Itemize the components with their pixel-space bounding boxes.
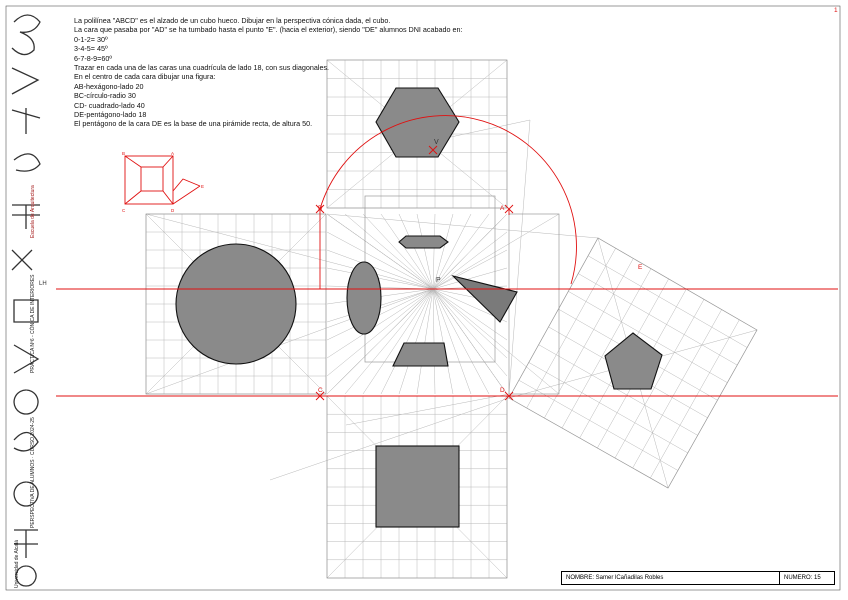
label-C-small: C	[122, 208, 126, 213]
grid-line	[650, 320, 739, 478]
grid-line	[399, 214, 433, 289]
title-block	[561, 571, 835, 585]
label-B-small: B	[122, 151, 126, 156]
label-A: A	[500, 205, 505, 212]
instruction-line: Trazar en cada una de las caras una cuadrícula de lado 18, con sus diagonales.	[74, 63, 330, 73]
pentagon-right	[605, 333, 662, 389]
grid-line	[433, 289, 489, 394]
label-P: P	[436, 277, 441, 284]
instruction-line: BC-círculo-radio 30	[74, 91, 136, 101]
label-E-small: E	[201, 184, 205, 189]
square-bottom	[376, 446, 459, 527]
instruction-line: 0-1-2= 30º	[74, 34, 108, 44]
figures	[176, 88, 662, 527]
sidebar-subtitle: Escuela de Arquitectura	[30, 185, 36, 238]
label-C: C	[318, 387, 323, 394]
instruction-line: 3-4-5= 45º	[74, 44, 108, 54]
grid-line	[346, 394, 509, 425]
label-sheet-num: 1	[834, 7, 838, 14]
label-V: V	[434, 139, 439, 146]
label-A-small: A	[171, 151, 175, 156]
pyramid	[453, 276, 517, 322]
label-D-small: D	[171, 208, 175, 213]
instruction-line: En el centro de cada cara dibujar una figura:	[74, 72, 216, 82]
instructions	[74, 16, 462, 129]
instruction-line: El pentágono de la cara DE es la base de una pirámide recta, de altura 50.	[74, 119, 313, 129]
label-D: D	[500, 387, 505, 394]
sidebar-course: PERSPECTIVA DE ALUMNOS · CURSO 2024-25	[30, 417, 36, 528]
grid-line	[529, 362, 688, 452]
instruction-line: 6-7-8-9=60º	[74, 53, 112, 63]
ellipse-inner	[347, 262, 381, 334]
label-E: E	[638, 264, 643, 271]
grid-line	[399, 289, 433, 394]
trapezoid-inner	[393, 343, 448, 366]
instruction-line: DE-pentágono-lado 18	[74, 110, 147, 120]
grid-line	[327, 214, 598, 238]
grid-line	[433, 214, 435, 289]
grid-line	[588, 256, 747, 348]
student-name: NOMBRE: Samer lCañadilas Robles	[562, 572, 780, 584]
instruction-line: La cara que pasaba por "AD" se ha tumbado hasta el punto "E". (hacia el exterior), siendo "DE" alumnos DNI acabado en:	[74, 25, 463, 35]
grid-line	[327, 214, 433, 289]
label-LH: LH	[39, 281, 47, 287]
circle-left	[176, 244, 296, 364]
grid-line	[509, 120, 530, 394]
sidebar-school: Universidad de Alcalá	[14, 539, 20, 588]
label-B: B	[318, 205, 323, 212]
instruction-line: La polilínea "ABCD" es el alzado de un cubo hueco. Dibujar en la perspectiva cónica dada, el cubo.	[74, 16, 391, 25]
instruction-line: AB-hexágono-lado 20	[74, 81, 144, 91]
instruction-line: CD- cuadrado-lado 40	[74, 100, 145, 110]
sidebar	[8, 8, 48, 586]
grid-line	[433, 289, 435, 394]
grid-line	[527, 248, 616, 408]
sidebar-title: PRÁCTICA Nº6 - CÓNICA DE INTERIORES	[30, 274, 36, 373]
student-number: NUMERO: 15	[784, 575, 821, 581]
hexagon-inner	[399, 236, 448, 248]
